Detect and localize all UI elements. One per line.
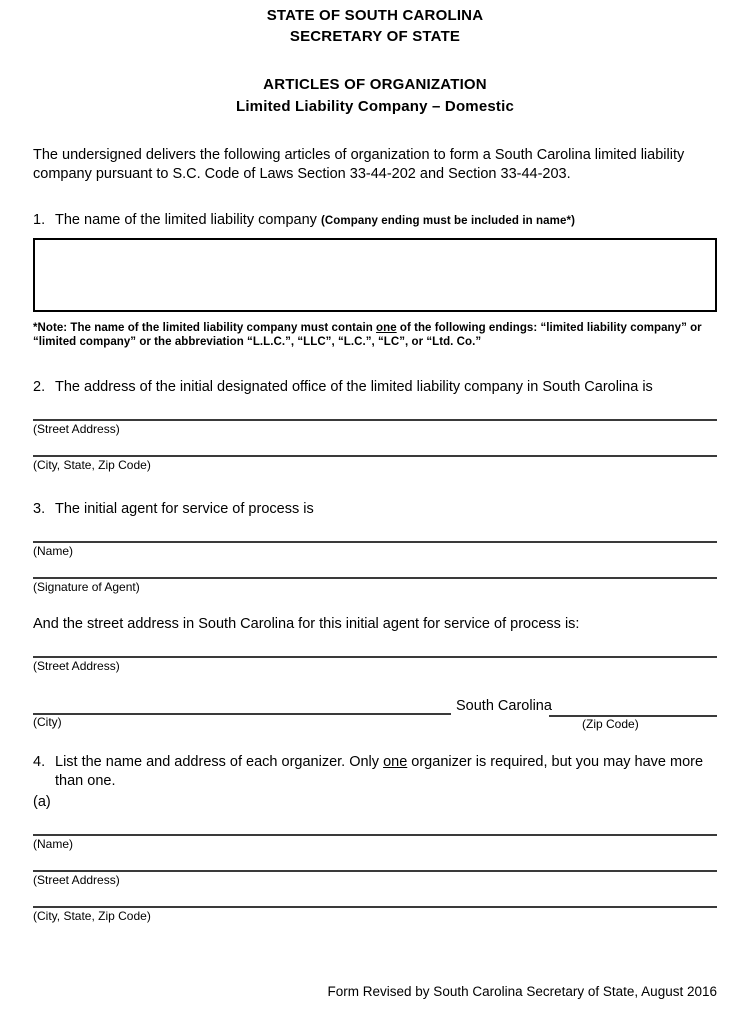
form-title-block (33, 74, 717, 118)
item-4-sub-label-a: (a) (33, 794, 51, 810)
item-4-csz-field (33, 906, 717, 924)
item-3-city-label: (City) (33, 715, 62, 729)
company-name-input-box[interactable] (33, 238, 717, 312)
form-revision-footer: Form Revised by South Carolina Secretary of State, August 2016 (327, 984, 717, 999)
item-3-state-fixed: South Carolina (456, 698, 552, 714)
item-2-street-label: (Street Address) (33, 422, 120, 436)
item-3-signature-label: (Signature of Agent) (33, 580, 140, 594)
item-3-text: The initial agent for service of process is (55, 501, 314, 517)
footnote-underlined-one: one (376, 322, 397, 334)
item-2-csz-label: (City, State, Zip Code) (33, 458, 151, 472)
item-3-street-field (33, 656, 717, 674)
item-3-city-rule[interactable] (33, 713, 451, 715)
item-1-text (55, 211, 717, 231)
item-4-text-pre: List the name and address of each organizer. Only (55, 754, 384, 770)
item-2-csz-field (33, 455, 717, 473)
item-3-street-intro: And the street address in South Carolina for this initial agent for service of process is: (33, 616, 580, 632)
item-4-text (55, 753, 717, 791)
item-4-name-field (33, 834, 717, 852)
item-2 (33, 378, 717, 397)
item-1-label: The name of the limited liability company (55, 212, 321, 228)
item-3-street-label: (Street Address) (33, 659, 120, 673)
item-3-number: 3. (33, 501, 46, 517)
item-3-city-state-zip-row (33, 694, 717, 731)
item-1-number: 1. (33, 212, 46, 228)
item-4-street-label: (Street Address) (33, 873, 120, 887)
item-4-name-label: (Name) (33, 837, 74, 851)
item-2-street-field (33, 419, 717, 437)
item-4-underlined-one: one (383, 754, 408, 770)
form-subtitle: Limited Liability Company – Domestic (235, 98, 515, 115)
header-state-line: STATE OF SOUTH CAROLINA (266, 7, 484, 24)
item-4-number: 4. (33, 754, 46, 770)
item-4 (33, 753, 717, 791)
item-4-csz-label: (City, State, Zip Code) (33, 909, 151, 923)
document-header (33, 0, 717, 47)
item-1 (33, 211, 717, 231)
intro-paragraph: The undersigned delivers the following articles of organization to form a South Carolina limited liability company pursuant to S.C. Code of Laws Section 33-44-202 and Section 33-44-203. (33, 147, 685, 182)
item-4-text-post: organizer is required, but you may have more than one. (55, 754, 704, 789)
item-1-paren-note: (Company ending must be included in name*) (320, 215, 575, 227)
footnote-text-pre: *Note: The name of the limited liability company must contain (33, 322, 377, 334)
item-1-footnote (33, 321, 717, 349)
item-3 (33, 500, 717, 519)
item-3-name-label: (Name) (33, 544, 74, 558)
item-2-text: The address of the initial designated office of the limited liability company in South Carolina is (55, 379, 653, 395)
item-3-signature-field (33, 577, 717, 595)
footnote-text-post: of the following endings: “limited liability company” or “limited company” or the abbreviation “L.L.C.”, “LLC”, “L.C.”, “LC”, or “Ltd. Co.” (33, 322, 702, 348)
header-office-line: SECRETARY OF STATE (289, 28, 461, 45)
item-3-zip-label: (Zip Code) (582, 717, 639, 731)
item-3-name-field (33, 541, 717, 559)
item-4-street-field (33, 870, 717, 888)
form-title: ARTICLES OF ORGANIZATION (263, 76, 487, 93)
item-2-number: 2. (33, 379, 46, 395)
